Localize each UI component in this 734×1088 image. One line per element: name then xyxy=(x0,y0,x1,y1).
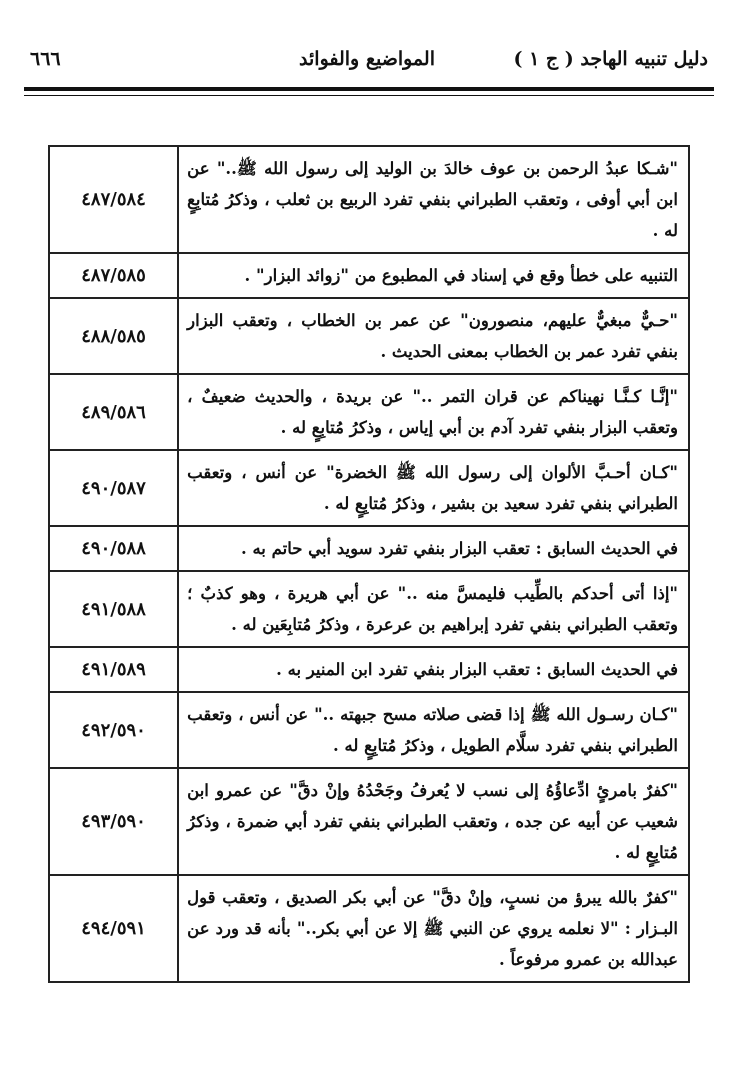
entry-text: التنبيه على خطأ وقع في إسناد في المطبوع من "زوائد البزار" . xyxy=(178,253,689,298)
entry-text: "كـان أحـبَّ الألوان إلى رسول الله ﷺ الخضرة" عن أنس ، وتعقب الطبراني بنفي تفرد سعيد بن بشير ، وذكرُ مُتابِعٍ له . xyxy=(178,450,689,526)
entry-reference: ٤٩١/٥٨٩ xyxy=(49,647,178,692)
entry-text: "إذا أتى أحدكم بالطِّيب فليمسَّ منه .." عن أبي هريرة ، وهو كذبٌ ؛ وتعقب الطبراني بنفي تفرد إبراهيم بن عرعرة ، وذكرُ مُتابِعَين له . xyxy=(178,571,689,647)
section-title: المواضيع والفوائد xyxy=(299,48,435,70)
table-row xyxy=(49,253,689,298)
entries-table xyxy=(48,145,690,983)
table-row xyxy=(49,374,689,450)
entry-reference: ٤٩٠/٥٨٨ xyxy=(49,526,178,571)
entry-reference: ٤٩٣/٥٩٠ xyxy=(49,768,178,875)
entry-reference: ٤٩١/٥٨٨ xyxy=(49,571,178,647)
table-row xyxy=(49,768,689,875)
table-row xyxy=(49,692,689,768)
table-row xyxy=(49,571,689,647)
entry-text: في الحديث السابق : تعقب البزار بنفي تفرد ابن المنير به . xyxy=(178,647,689,692)
entry-reference: ٤٨٩/٥٨٦ xyxy=(49,374,178,450)
entry-text: "حـيٌّ مبغيٌّ عليهم، منصورون" عن عمر بن الخطاب ، وتعقب البزار بنفي تفرد عمر بن الخطاب بمعنى الحديث . xyxy=(178,298,689,374)
entry-text: "كفرٌ بامرئٍ ادِّعاؤُهُ إلى نسب لا يُعرفُ وجَحْدُهُ وإنْ دقَّ" عن عمرو ابن شعيب عن أبيه عن جده ، وتعقب الطبراني بنفي تفرد أبي ضمرة ، وذكرُ مُتابِعٍ له . xyxy=(178,768,689,875)
page-header xyxy=(22,40,712,80)
entry-text: "كـان رسـول الله ﷺ إذا قضى صلاته مسح جبهته .." عن أنس ، وتعقب الطبراني بنفي تفرد سلَّام الطويل ، وذكرُ مُتابِعٍ له . xyxy=(178,692,689,768)
entry-text: "كفرٌ بالله يبرؤ من نسبٍ، وإنْ دقَّ" عن أبي بكر الصديق ، وتعقب قول البـزار : "لا نعلمه يروي عن النبي ﷺ إلا عن أبي بكر.." بأنه قد ورد عن عبدالله بن عمرو مرفوعاً . xyxy=(178,875,689,982)
entry-reference: ٤٩٠/٥٨٧ xyxy=(49,450,178,526)
table-row xyxy=(49,526,689,571)
table-row xyxy=(49,647,689,692)
book-title: دليل تنبيه الهاجد ( ج ١ ) xyxy=(513,48,708,70)
table-row xyxy=(49,875,689,982)
table-row xyxy=(49,146,689,253)
entry-reference: ٤٩٢/٥٩٠ xyxy=(49,692,178,768)
header-rule-thick xyxy=(24,87,714,91)
entry-reference: ٤٨٧/٥٨٥ xyxy=(49,253,178,298)
entry-reference: ٤٨٧/٥٨٤ xyxy=(49,146,178,253)
header-rule-thin xyxy=(24,95,714,96)
entry-text: "إنَّـا كـنَّـا نهيناكم عن قران التمر .." عن بريدة ، والحديث ضعيفٌ ، وتعقب البزار بنفي تفرد آدم بن أبي إياس ، وذكرُ مُتابِعٍ له . xyxy=(178,374,689,450)
page-number: ٦٦٦ xyxy=(30,48,61,70)
entry-text: "شـكا عبدُ الرحمن بن عوف خالدَ بن الوليد إلى رسول الله ﷺ.." عن ابن أبي أوفى ، وتعقب الطبراني بنفي تفرد الربيع بن ثعلب ، وذكرُ مُتابِعٍ له . xyxy=(178,146,689,253)
entry-reference: ٤٩٤/٥٩١ xyxy=(49,875,178,982)
entry-text: في الحديث السابق : تعقب البزار بنفي تفرد سويد أبي حاتم به . xyxy=(178,526,689,571)
entry-reference: ٤٨٨/٥٨٥ xyxy=(49,298,178,374)
table-row xyxy=(49,450,689,526)
table-row xyxy=(49,298,689,374)
